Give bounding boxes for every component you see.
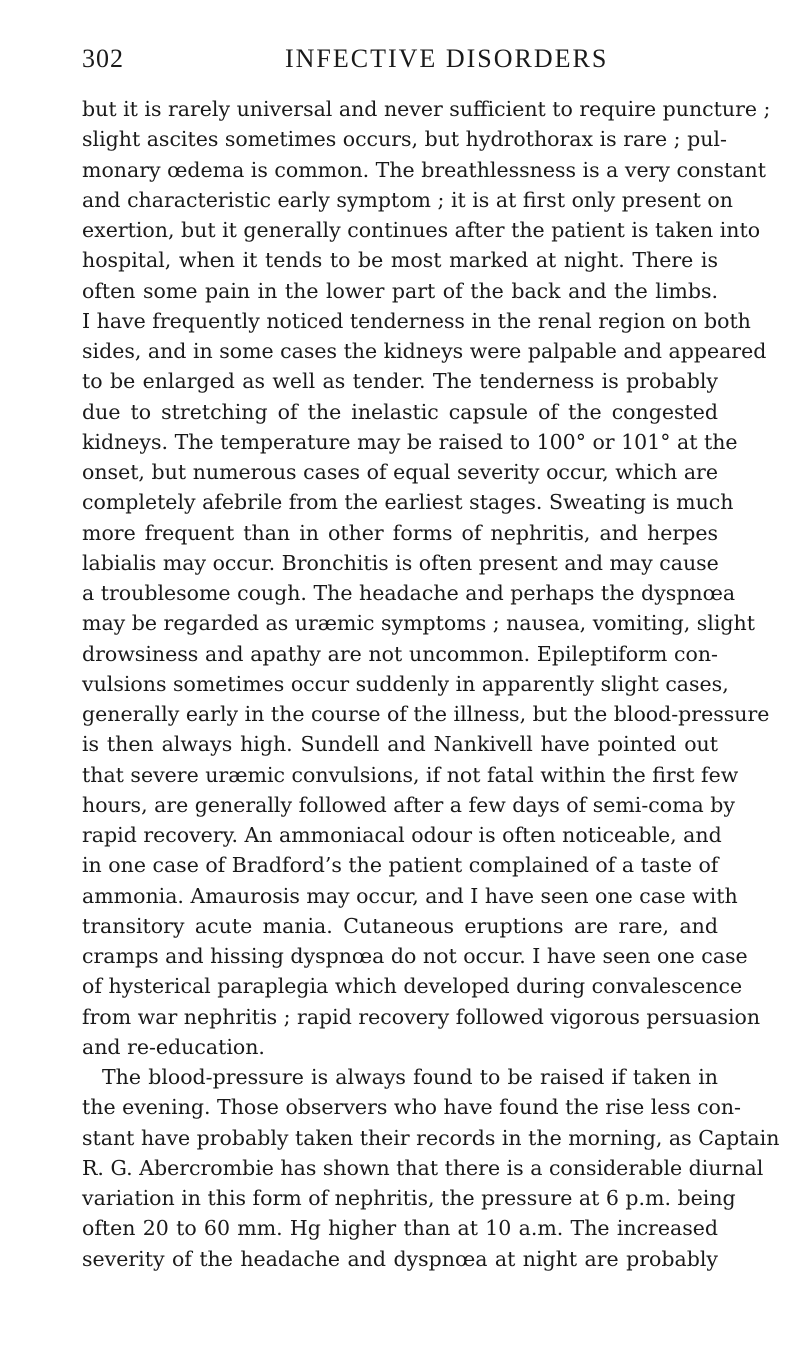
text-line: R. G. Abercrombie has shown that there is a considerable diurnal (82, 1155, 764, 1180)
text-line: hours, are generally followed after a few days of semi-coma by (82, 792, 735, 817)
text-line: completely afebrile from the earliest stages. Sweating is much (82, 490, 734, 515)
text-line: in one case of Bradford’s the patient complained of a taste of (82, 853, 719, 878)
text-line: vulsions sometimes occur suddenly in apparently slight cases, (82, 671, 729, 696)
text-line: onset, but numerous cases of equal severity occur, which are (82, 460, 718, 484)
text-line: to be enlarged as well as tender. The tenderness is probably (82, 369, 718, 394)
text-line: slight ascites sometimes occurs, but hydrothorax is rare ; pul- (82, 127, 727, 152)
text-line: severity of the headache and dyspnœa at night are probably (82, 1246, 718, 1271)
body-text (82, 94, 780, 1274)
text-line: stant have probably taken their records in the morning, as Captain (82, 1125, 780, 1150)
text-line: monary œdema is common. The breathlessness is a very constant (82, 157, 766, 182)
text-line: labialis may occur. Bronchitis is often present and may cause (82, 550, 719, 575)
text-line: is then always high. Sundell and Nankivell have pointed out (82, 732, 718, 757)
text-line: more frequent than in other forms of nephritis, and herpes (82, 520, 718, 545)
text-line: exertion, but it generally continues after the patient is taken into (82, 218, 761, 242)
text-line: generally early in the course of the illness, but the blood-pressure (82, 702, 770, 726)
text-line: ammonia. Amaurosis may occur, and I have seen one case with (82, 883, 738, 908)
text-line: and characteristic early symptom ; it is at first only present on (82, 187, 733, 212)
text-line: hospital, when it tends to be most marked at night. There is (82, 248, 718, 273)
text-line: may be regarded as uræmic symptoms ; nausea, vomiting, slight (82, 611, 755, 636)
text-line: variation in this form of nephritis, the pressure at 6 p.m. being (82, 1186, 736, 1210)
running-title: INFECTIVE DISORDERS (285, 44, 609, 73)
text-line: but it is rarely universal and never sufficient to require puncture ; (82, 97, 771, 121)
text-line: from war nephritis ; rapid recovery followed vigorous persuasion (82, 1004, 761, 1029)
text-line: I have frequently noticed tenderness in the renal region on both (82, 308, 751, 333)
running-head (82, 44, 714, 84)
text-line: kidneys. The temperature may be raised to 100° or 101° at the (82, 429, 738, 454)
text-line: due to stretching of the inelastic capsule of the congested (82, 399, 718, 424)
text-line: of hysterical paraplegia which developed during convalescence (82, 974, 743, 999)
text-line: sides, and in some cases the kidneys were palpable and appeared (82, 339, 767, 363)
text-line: rapid recovery. An ammoniacal odour is often noticeable, and (82, 823, 722, 847)
text-line: that severe uræmic convulsions, if not fatal within the first few (82, 762, 739, 787)
text-line-paragraph-start: The blood-pressure is always found to be raised if taken in (102, 1065, 718, 1089)
text-line: transitory acute mania. Cutaneous eruptions are rare, and (82, 913, 718, 938)
page-number: 302 (82, 44, 124, 73)
text-line: often 20 to 60 mm. Hg higher than at 10 a.m. The increased (82, 1216, 718, 1241)
text-line: the evening. Those observers who have found the rise less con- (82, 1095, 741, 1120)
text-line: often some pain in the lower part of the back and the limbs. (82, 278, 718, 303)
text-line: drowsiness and apathy are not uncommon. Epileptiform con- (82, 641, 718, 666)
text-line-paragraph-end: and re-education. (82, 1034, 265, 1059)
text-line: a troublesome cough. The headache and perhaps the dyspnœa (82, 581, 736, 605)
text-line: cramps and hissing dyspnœa do not occur. I have seen one case (82, 944, 748, 968)
